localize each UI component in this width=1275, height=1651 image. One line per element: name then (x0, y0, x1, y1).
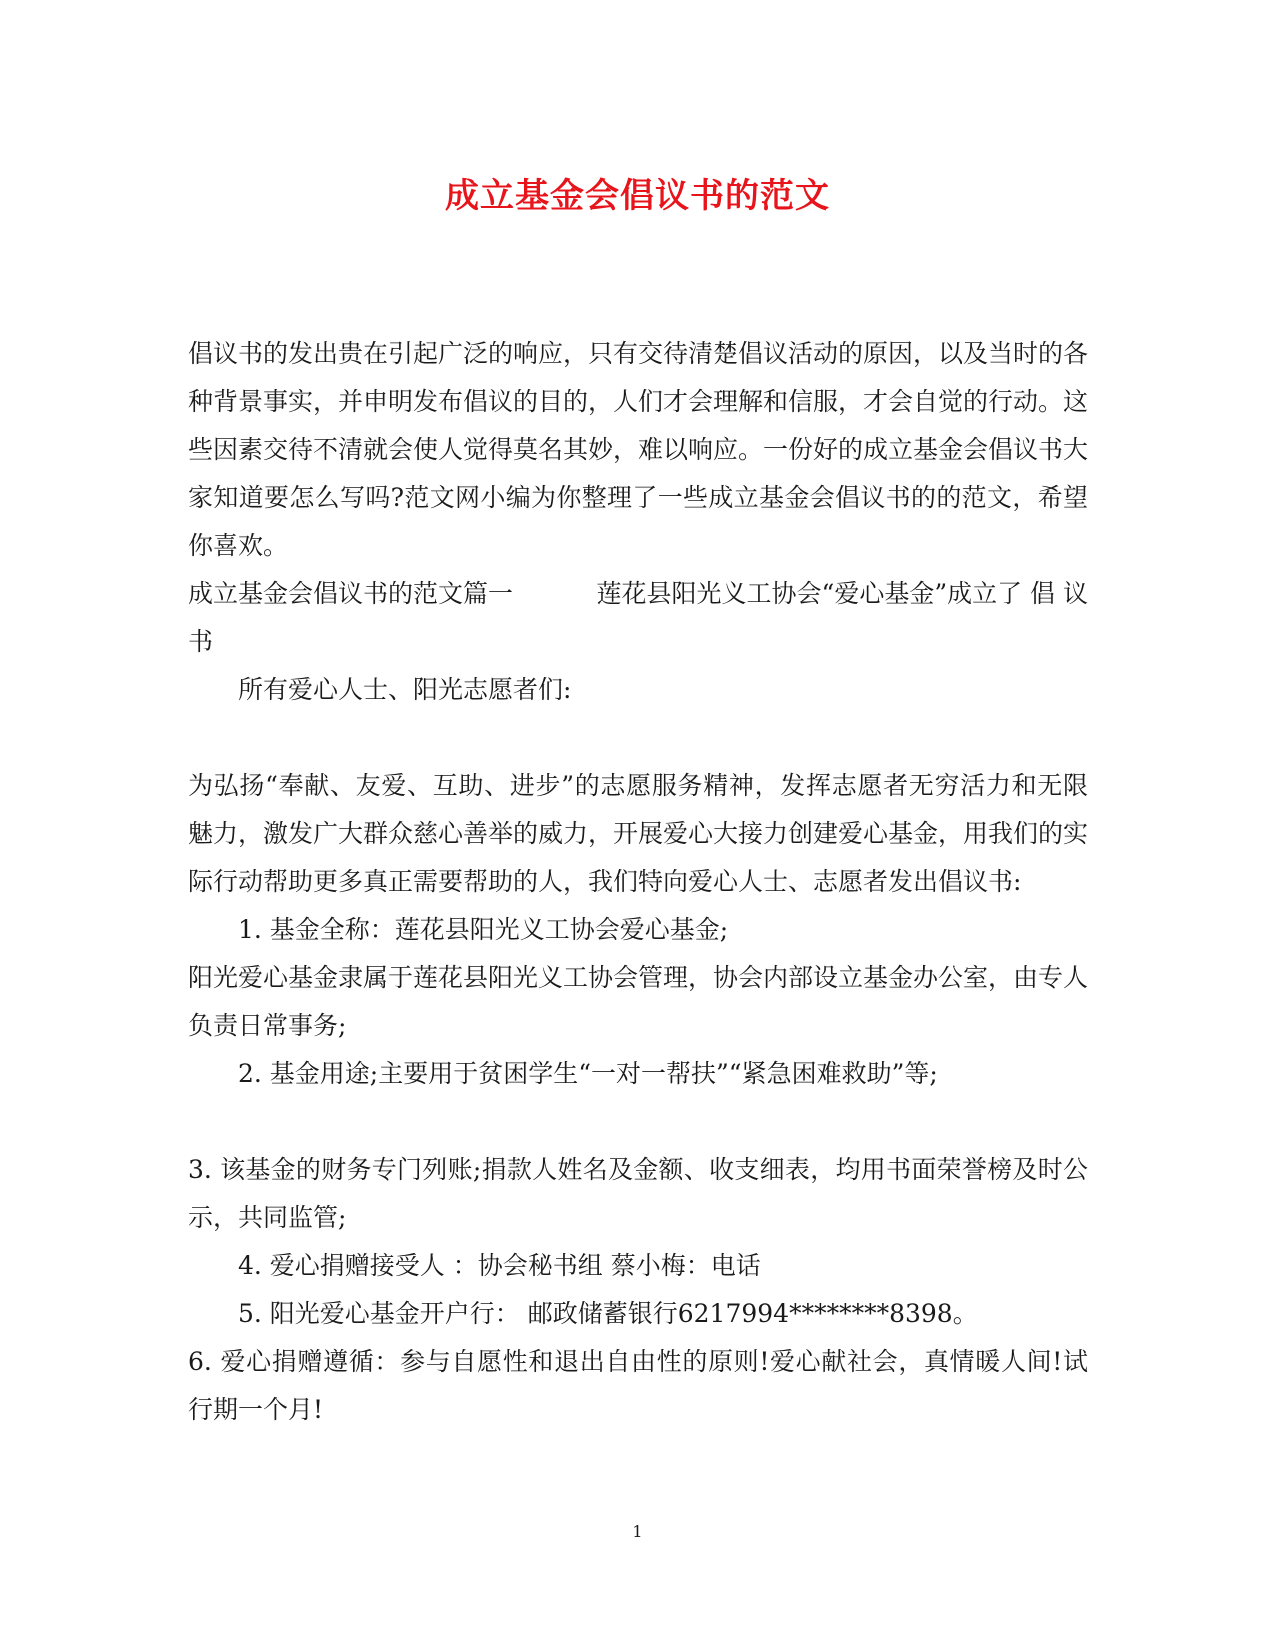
page-number: 1 (632, 1522, 643, 1541)
list-item-5: 5. 阳光爱心基金开户行： 邮政储蓄银行6217994********8398。 (238, 1299, 978, 1328)
intro-paragraph: 倡议书的发出贵在引起广泛的响应，只有交待清楚倡议活动的原因，以及当时的各种背景事实，并申明发布倡议的目的，人们才会理解和信服，才会自觉的行动。这些因素交待不清就会使人觉得莫名其妙，难以响应。一份好的成立基金会倡议书大家知道要怎么写吗?范文网小编为你整理了一些成立基金会倡议书的的范文，希望你喜欢。 (188, 339, 1089, 560)
paragraph-purpose: 为弘扬“奉献、友爱、互助、进步”的志愿服务精神，发挥志愿者无穷活力和无限魅力，激发广大群众慈心善举的威力，开展爱心大接力创建爱心基金，用我们的实际行动帮助更多真正需要帮助的人，我们特向爱心人士、志愿者发出倡议书: (188, 771, 1089, 896)
list-item-6: 6. 爱心捐赠遵循：参与自愿性和退出自由性的原则!爱心献社会，真情暖人间!试行期一个月! (188, 1347, 1088, 1424)
list-item-1-detail: 阳光爱心基金隶属于莲花县阳光义工协会管理，协会内部设立基金办公室，由专人负责日常事务; (188, 963, 1089, 1040)
blank-line (188, 714, 1088, 762)
list-item-3: 3. 该基金的财务专门列账;捐款人姓名及金额、收支细表，均用书面荣誉榜及时公示，共同监管; (188, 1155, 1088, 1232)
section-heading-right: 莲花县阳光义工协会“爱心基金”成立了 倡 议 (596, 579, 1088, 608)
blank-line (188, 1098, 1088, 1146)
section-heading-left: 成立基金会倡议书的范文篇一 (188, 579, 514, 608)
section-heading-tail: 书 (188, 627, 214, 656)
document-body (188, 330, 1088, 1434)
salutation: 所有爱心人士、阳光志愿者们: (238, 675, 572, 704)
list-item-1: 1. 基金全称：莲花县阳光义工协会爱心基金; (238, 915, 729, 944)
document-title: 成立基金会倡议书的范文 (445, 176, 830, 216)
list-item-4: 4. 爱心捐赠接受人 ：协会秘书组 蔡小梅：电话 (238, 1251, 761, 1280)
list-item-2: 2. 基金用途;主要用于贫困学生“一对一帮扶”“紧急困难救助”等; (238, 1059, 938, 1088)
section-heading (188, 570, 1088, 618)
